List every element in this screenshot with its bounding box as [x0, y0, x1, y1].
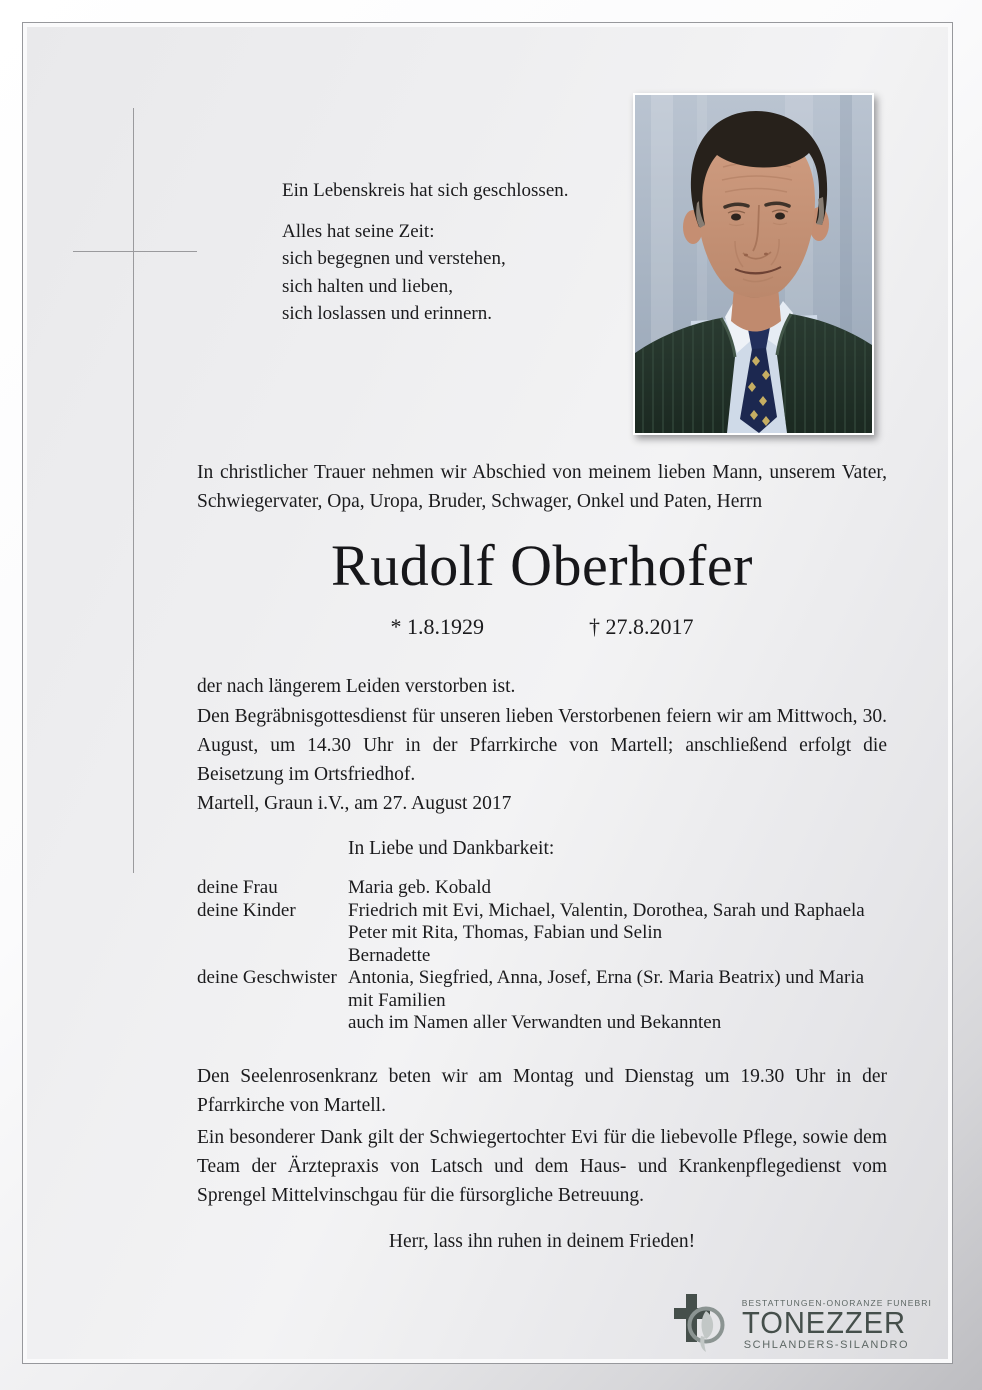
family-member-line: Friedrich mit Evi, Michael, Valentin, Dorothea, Sarah und Raphaela: [348, 899, 865, 921]
logo-brand-name: TONEZZER: [741, 1304, 906, 1340]
rosary-paragraph: Den Seelenrosenkranz beten wir am Montag und Dienstag um 19.30 Uhr in der Pfarrkirche von Martell.: [197, 1066, 887, 1116]
poem-line: sich loslassen und erinnern.: [282, 303, 493, 324]
poem-line: Alles hat seine Zeit:: [282, 220, 435, 242]
logo-subtitle: SCHLANDERS-SILANDRO: [743, 1338, 910, 1351]
funeral-info-paragraph: Den Begräbnisgottesdienst für unseren lieben Verstorbenen feiern wir am Mittwoch, 30. August, um 14.30 Uhr in der Pfarrkirche von Martell; anschließend erfolgt die Beisetzung im Ortsfriedhof.: [197, 706, 887, 785]
family-row: [197, 877, 889, 900]
family-row: [197, 967, 889, 1035]
family-members: [348, 967, 864, 1035]
funeral-home-logo: [673, 1288, 932, 1360]
poem-block: [282, 177, 569, 328]
memorial-cross-icon-arm: [73, 251, 197, 252]
poem-line: sich begegnen und verstehen,: [282, 248, 506, 269]
family-members: [348, 877, 491, 900]
thanks-paragraph: Ein besonderer Dank gilt der Schwiegertochter Evi für die liebevolle Pflege, sowie dem Team der Ärztepraxis von Latsch und dem Haus- und Krankenpflegedienst vom Sprengel Mittelvinschgau für die fürsorgliche Betreuung.: [197, 1127, 887, 1206]
family-member-line: Bernadette: [348, 944, 431, 966]
family-member-line: Peter mit Rita, Thomas, Fabian und Selin: [348, 922, 663, 943]
poem-line: sich halten und lieben,: [282, 275, 453, 297]
family-list: [197, 877, 889, 1035]
family-row: [197, 900, 889, 968]
poem-opening: Ein Lebenskreis hat sich geschlossen.: [282, 180, 569, 201]
family-relation-label: deine Geschwister: [197, 967, 337, 988]
family-member-line: Antonia, Siegfried, Anna, Josef, Erna (Sr. Maria Beatrix) und Maria: [348, 967, 865, 988]
family-member-line: mit Familien: [348, 989, 446, 1011]
family-members: [348, 900, 865, 968]
birth-date: * 1.8.1929: [390, 614, 484, 639]
family-member-line: auch im Namen aller Verwandten und Bekannten: [348, 1012, 722, 1033]
memorial-cross-icon: [133, 108, 134, 873]
logo-text-block: [742, 1298, 932, 1351]
intro-paragraph: In christlicher Trauer nehmen wir Abschied von meinem lieben Mann, unserem Vater, Schwiegervater, Opa, Uropa, Bruder, Schwager, Onkel und Paten, Herrn: [197, 462, 887, 512]
family-relation-label: deine Kinder: [197, 899, 296, 921]
gratitude-heading: In Liebe und Dankbarkeit:: [348, 838, 555, 859]
logo-cross-leaf-icon: [673, 1288, 735, 1360]
family-member-line: Maria geb. Kobald: [348, 877, 491, 898]
closing-prayer: Herr, lass ihn ruhen in deinem Frieden!: [388, 1231, 696, 1252]
place-date-line: Martell, Graun i.V., am 27. August 2017: [197, 793, 512, 814]
poem-stanza: [282, 218, 569, 328]
family-relation-label: deine Frau: [197, 877, 278, 898]
deceased-name: Rudolf Oberhofer: [331, 533, 753, 598]
portrait-photo: [633, 93, 874, 435]
death-date: † 27.8.2017: [589, 614, 694, 639]
passing-line: der nach längerem Leiden verstorben ist.: [197, 676, 516, 697]
logo-tagline: BESTATTUNGEN-ONORANZE FUNEBRI: [741, 1297, 932, 1308]
life-dates: [197, 614, 887, 640]
portrait-photo-image: [635, 95, 872, 433]
